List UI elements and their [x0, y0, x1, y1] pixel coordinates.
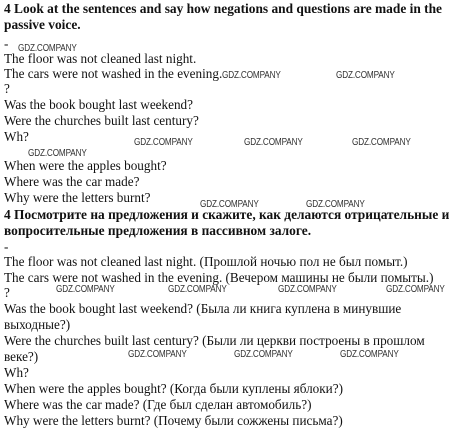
watermark-9: GDZ.COMPANY — [306, 199, 365, 210]
watermark-3: GDZ.COMPANY — [336, 70, 395, 81]
general-question-ru-1a: Was the book bought last weekend? (Была ли книга куплена в минувшие — [4, 301, 402, 316]
wh-marker-en: Wh? — [4, 129, 29, 144]
exercise-heading-ru-line1: 4 Посмотрите на предложения и скажите, как делаются отрицательные и — [4, 207, 450, 222]
watermark-11: GDZ.COMPANY — [168, 284, 227, 295]
question-marker-ru: ? — [4, 285, 10, 300]
negative-sentence-en-2: The cars were not washed in the evening. — [4, 66, 223, 81]
wh-question-ru-1: When were the apples bought? (Когда были куплены яблоки?) — [4, 381, 343, 396]
question-marker-en: ? — [4, 81, 10, 96]
watermark-1: GDZ.COMPANY — [18, 43, 77, 54]
general-question-en-1: Was the book bought last weekend? — [4, 97, 194, 112]
watermark-7: GDZ.COMPANY — [28, 148, 87, 159]
watermark-10: GDZ.COMPANY — [56, 284, 115, 295]
negative-sentence-en-1: The floor was not cleaned last night. — [4, 51, 197, 66]
general-question-en-2: Were the churches built last century? — [4, 113, 199, 128]
watermark-16: GDZ.COMPANY — [340, 349, 399, 360]
exercise-heading-en-line2: passive voice. — [4, 17, 81, 32]
negative-sentence-ru-2: The cars were not washed in the evening. (Вечером машины не были помыты.) — [4, 270, 434, 285]
exercise-heading-ru-line2: вопросительные предложения в пассивном залоге. — [4, 223, 312, 238]
watermark-15: GDZ.COMPANY — [234, 349, 293, 360]
wh-marker-ru: Wh? — [4, 365, 29, 380]
watermark-6: GDZ.COMPANY — [352, 137, 411, 148]
negation-marker-en: - — [4, 36, 9, 51]
watermark-4: GDZ.COMPANY — [134, 137, 193, 148]
wh-question-en-2: Where was the car made? — [4, 174, 140, 189]
wh-question-ru-2: Where was the car made? (Где был сделан автомобиль?) — [4, 397, 312, 412]
general-question-ru-2b: веке?) — [4, 349, 39, 364]
general-question-ru-2a: Were the churches built last century? (Были ли церкви построены в прошлом — [4, 333, 425, 348]
watermark-2: GDZ.COMPANY — [222, 70, 281, 81]
negation-marker-ru: - — [4, 239, 9, 254]
watermark-14: GDZ.COMPANY — [128, 349, 187, 360]
wh-question-ru-3: Why were the letters burnt? (Почему были сожжены письма?) — [4, 413, 343, 428]
watermark-13: GDZ.COMPANY — [386, 284, 445, 295]
exercise-heading-en-line1: 4 Look at the sentences and say how negations and questions are made in the — [4, 1, 442, 16]
wh-question-en-3: Why were the letters burnt? — [4, 190, 151, 205]
watermark-12: GDZ.COMPANY — [278, 284, 337, 295]
general-question-ru-1b: выходные?) — [4, 317, 71, 332]
watermark-8: GDZ.COMPANY — [200, 199, 259, 210]
negative-sentence-ru-1: The floor was not cleaned last night. (Прошлой ночью пол не был помыт.) — [4, 254, 408, 269]
wh-question-en-1: When were the apples bought? — [4, 158, 167, 173]
watermark-5: GDZ.COMPANY — [244, 137, 303, 148]
